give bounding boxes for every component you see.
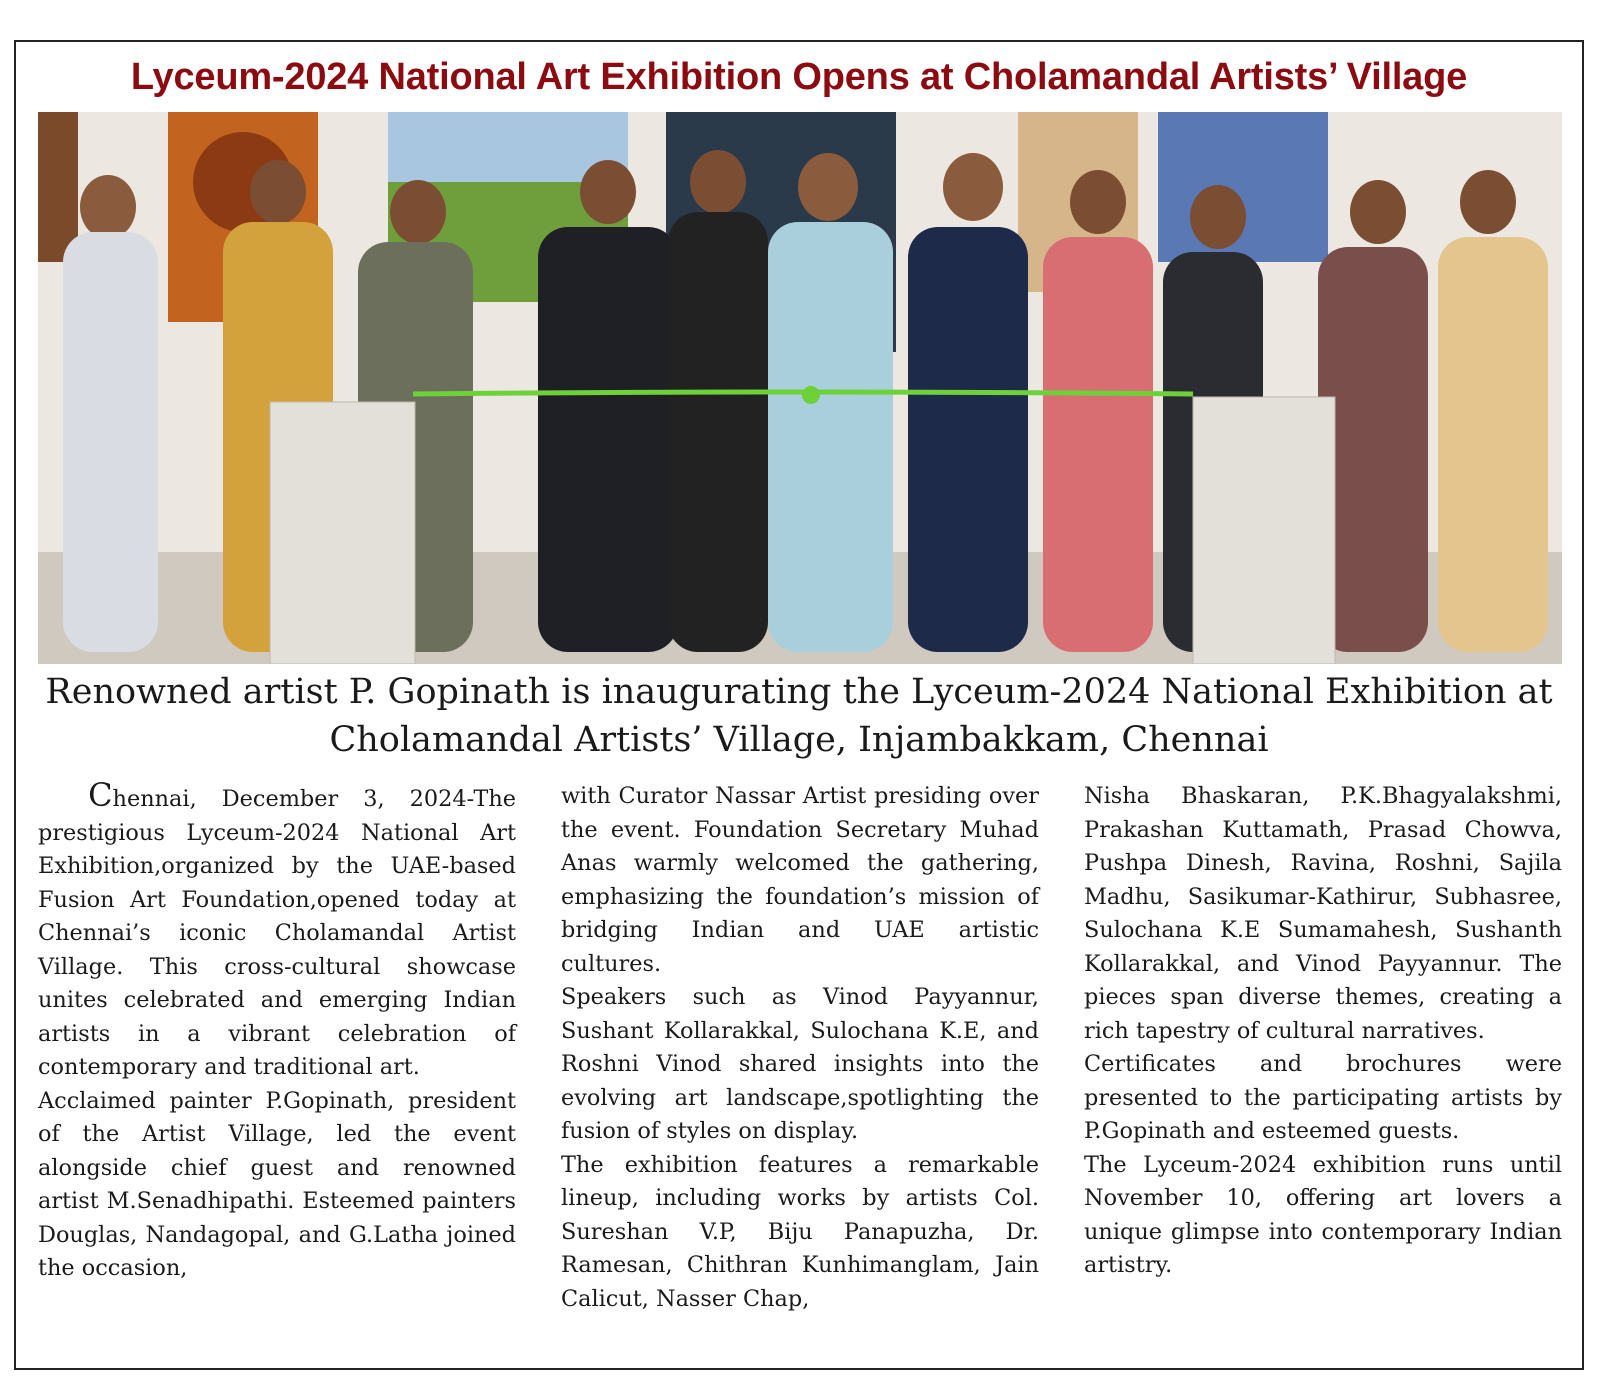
photo-caption: Renowned artist P. Gopinath is inaugurating the Lyceum-2024 National Exhibition at Cholamandal Artists’ Village, Injambakkam, Chennai xyxy=(45,672,1553,760)
paragraph: Certificates and brochures were presented to the participating artists by P.Gopinath and esteemed guests. xyxy=(1084,1051,1562,1144)
headline: Lyceum-2024 National Art Exhibition Opens at Cholamandal Artists’ Village xyxy=(130,56,1468,98)
column-3 xyxy=(1084,780,1562,1360)
paragraph: The exhibition features a remarkable lineup, including works by artists Col. Sureshan V.P, Biju Panapuzha, Dr. Ramesan, Chithran Kunhimanglam, Jain Calicut, Nasser Chap, xyxy=(561,1151,1039,1312)
paragraph: with Curator Nassar Artist presiding over the event. Foundation Secretary Muhad Anas warmly welcomed the gathering, emphasizing the foundation’s mission of bridging Indian and UAE artistic cultures. xyxy=(561,783,1039,977)
paragraph: Acclaimed painter P.Gopinath, president of the Artist Village, led the event alongside chief guest and renowned artist M.Senadhipathi. Esteemed painters Douglas, Nandagopal, and G.Latha joined the occasion, xyxy=(38,1087,516,1281)
paragraph: Nisha Bhaskaran, P.K.Bhagyalakshmi, Prakashan Kuttamath, Prasad Chowva, Pushpa Dinesh, Ravina, Roshni, Sajila Madhu, Sasikumar-Kathirur, Subhasree, Sulochana K.E Sumamahesh, Sushanth Kollarakkal, and Vinod Payyannur. The pieces span diverse themes, creating a rich tapestry of cultural narratives. xyxy=(1084,783,1562,1044)
column-2 xyxy=(561,780,1039,1360)
drop-cap: C xyxy=(88,776,113,814)
article-body xyxy=(38,776,1562,1360)
paragraph: The Lyceum-2024 exhibition runs until November 10, offering art lovers a unique glimpse into contemporary Indian artistry. xyxy=(1084,1151,1562,1278)
column-1 xyxy=(38,776,516,1360)
event-photo xyxy=(38,112,1562,664)
paragraph: Chennai, December 3, 2024-The prestigious Lyceum-2024 National Art Exhibition,organized by the UAE-based Fusion Art Foundation,opened today at Chennai’s iconic Cholamandal Artist Village. This cross-cultural showcase unites celebrated and emerging Indian artists in a vibrant celebration of contemporary and traditional art. xyxy=(38,776,516,1080)
paragraph: Speakers such as Vinod Payyannur, Sushant Kollarakkal, Sulochana K.E, and Roshni Vinod shared insights into the evolving art landscape,spotlighting the fusion of styles on display. xyxy=(561,984,1039,1144)
article-frame xyxy=(14,40,1584,1370)
